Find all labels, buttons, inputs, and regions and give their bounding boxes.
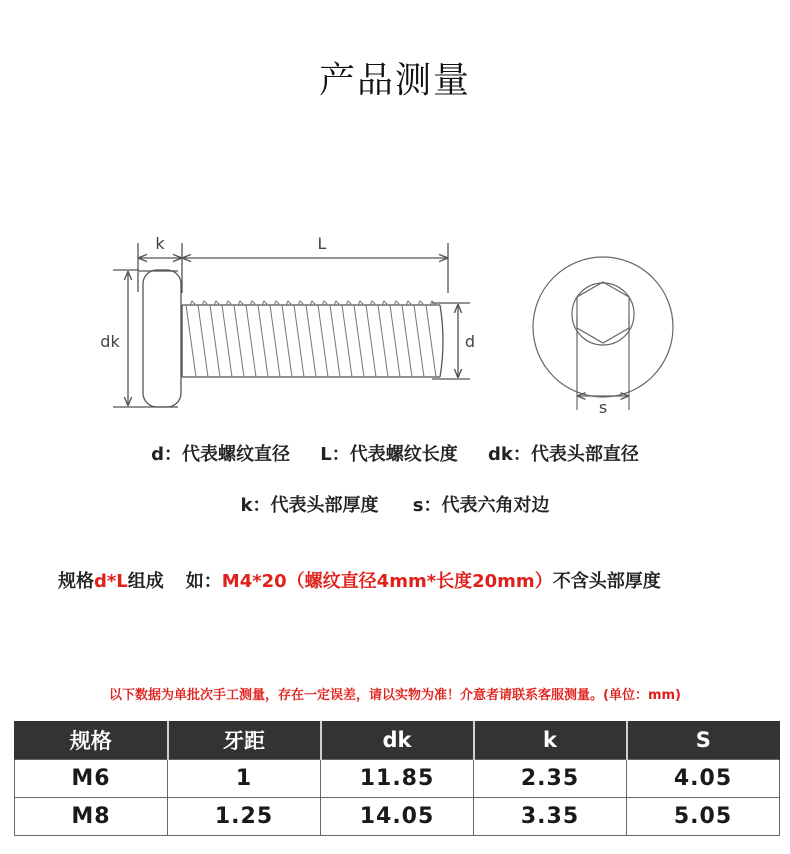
header-s: S	[627, 721, 780, 760]
header-spec: 规格	[15, 721, 168, 760]
cell-k: 3.35	[474, 798, 627, 836]
cell-pitch: 1.25	[168, 798, 321, 836]
cell-pitch: 1	[168, 760, 321, 798]
cell-spec: M8	[15, 798, 168, 836]
label-dk: dk	[100, 332, 120, 351]
legend-row-1	[0, 440, 790, 466]
example-value: M4*20（螺纹直径4mm*长度20mm）	[221, 571, 553, 592]
label-k: k	[155, 234, 165, 253]
cell-dk: 11.85	[321, 760, 474, 798]
spec-format-line	[58, 567, 661, 593]
cell-s: 4.05	[627, 760, 780, 798]
header-pitch: 牙距	[168, 721, 321, 760]
label-s: s	[598, 398, 608, 417]
spec-table	[14, 721, 780, 836]
header-dk: dk	[321, 721, 474, 760]
legend-item-s: s：代表六角对边	[412, 495, 550, 516]
spec-note: 不含头部厚度	[552, 571, 661, 592]
legend-item-k: k：代表头部厚度	[240, 495, 379, 516]
cell-s: 5.05	[627, 798, 780, 836]
page-title: 产品测量	[318, 60, 471, 101]
cell-k: 2.35	[474, 760, 627, 798]
screw-side-and-top-view	[0, 220, 790, 430]
cell-dk: 14.05	[321, 798, 474, 836]
table-header-row	[15, 721, 780, 760]
table-row	[15, 760, 780, 798]
spec-suffix: 组成	[127, 571, 164, 592]
header-k: k	[474, 721, 627, 760]
screw-dimension-diagram	[0, 220, 790, 430]
legend-item-dk: dk：代表头部直径	[488, 444, 639, 465]
diagram-labels	[100, 234, 607, 417]
example-label: 如：	[185, 571, 222, 592]
thread-lines	[186, 301, 436, 377]
legend-row-2	[0, 491, 790, 517]
measurement-disclaimer: 以下数据为单批次手工测量，存在一定误差，请以实物为准！介意者请联系客服测量。(单位：mm)	[109, 688, 681, 703]
spec-prefix: 规格	[58, 571, 94, 592]
spec-formula: d*L	[94, 571, 128, 592]
legend-item-L: L：代表螺纹长度	[320, 444, 458, 465]
legend-item-d: d：代表螺纹直径	[151, 444, 290, 465]
label-d: d	[464, 332, 476, 351]
top-view	[533, 257, 673, 410]
cell-spec: M6	[15, 760, 168, 798]
label-L: L	[317, 234, 327, 253]
table-row	[15, 798, 780, 836]
